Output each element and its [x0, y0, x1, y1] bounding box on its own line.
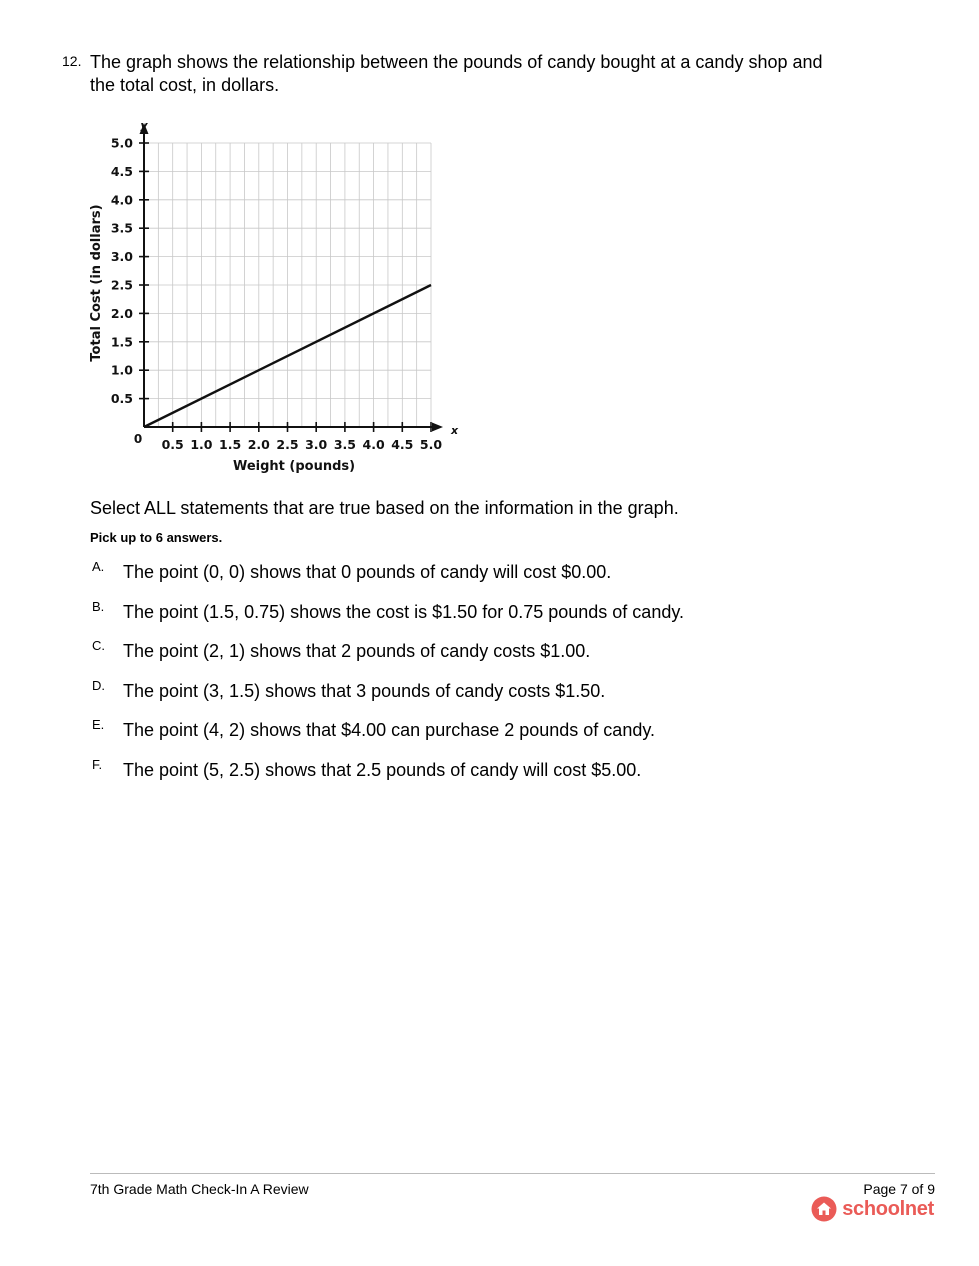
y-tick-label: 4.5 — [110, 163, 133, 179]
x-tick-label: 4.5 — [391, 437, 414, 452]
answer-instructions: Pick up to 6 answers. — [90, 530, 223, 545]
chart-ticks — [111, 136, 443, 453]
chart-grid — [144, 143, 431, 427]
x-tick-label: 3.0 — [305, 437, 328, 452]
choice-text: The point (2, 1) shows that 2 pounds of candy costs $1.00. — [123, 641, 591, 662]
brand-name: schoolnet — [842, 1197, 934, 1220]
x-axis-arrow — [432, 423, 443, 432]
choice-text: The point (5, 2.5) shows that 2.5 pounds of candy will cost $5.00. — [123, 760, 642, 780]
choice-letter: D. — [92, 677, 105, 693]
choice-text: The point (3, 1.5) shows that 3 pounds of candy costs $1.50. — [123, 680, 606, 701]
origin-label: 0 — [133, 432, 143, 446]
x-axis-letter: x — [451, 424, 459, 437]
chart-axes — [140, 123, 444, 432]
x-tick-label: 0.5 — [161, 437, 184, 452]
y-tick-label: 2.5 — [110, 277, 133, 293]
y-tick-label: 3.0 — [110, 249, 133, 265]
x-tick-label: 3.5 — [333, 437, 356, 452]
y-axis-title: Total Cost (in dollars) — [89, 204, 104, 362]
x-axis-title: Weight (pounds) — [232, 459, 356, 474]
footer-title: 7th Grade Math Check-In A Review — [90, 1181, 309, 1197]
page-number: Page 7 of 9 — [863, 1181, 935, 1197]
x-tick-label: 1.5 — [219, 437, 242, 452]
x-tick-label: 2.5 — [276, 437, 299, 452]
y-tick-label: 3.5 — [110, 220, 133, 236]
candy-cost-chart — [80, 115, 480, 485]
x-tick-label: 4.0 — [362, 437, 385, 452]
choice-letter: A. — [92, 559, 105, 574]
brand-logo — [811, 1196, 934, 1222]
choice-letter: F. — [92, 757, 103, 772]
x-tick-label: 5.0 — [419, 437, 443, 452]
selection-prompt: Select ALL statements that are true based on the information in the graph. — [90, 498, 679, 518]
choice-text: The point (1.5, 0.75) shows the cost is $1.50 for 0.75 pounds of candy. — [123, 601, 685, 622]
y-tick-label: 4.0 — [110, 192, 133, 208]
home-icon — [811, 1196, 837, 1222]
footer-divider — [90, 1173, 935, 1174]
choice-letter: B. — [92, 598, 105, 614]
y-tick-label: 1.0 — [110, 362, 133, 378]
y-tick-label: 5.0 — [110, 135, 133, 151]
y-tick-label: 1.5 — [110, 334, 133, 350]
choice-letter: C. — [92, 638, 105, 654]
question-number: 12. — [62, 53, 82, 69]
choice-text: The point (0, 0) shows that 0 pounds of candy will cost $0.00. — [123, 562, 612, 582]
choice-text: The point (4, 2) shows that $4.00 can purchase 2 pounds of candy. — [123, 720, 656, 741]
x-tick-label: 2.0 — [247, 437, 270, 452]
y-tick-label: 0.5 — [110, 391, 133, 407]
question-stem: The graph shows the relationship between the pounds of candy bought at a candy shop and the total cost, in dollars. — [90, 52, 823, 95]
y-tick-label: 2.0 — [110, 305, 133, 321]
y-axis-letter: y — [140, 119, 148, 132]
x-tick-label: 1.0 — [190, 437, 213, 452]
choice-letter: E. — [92, 717, 105, 733]
